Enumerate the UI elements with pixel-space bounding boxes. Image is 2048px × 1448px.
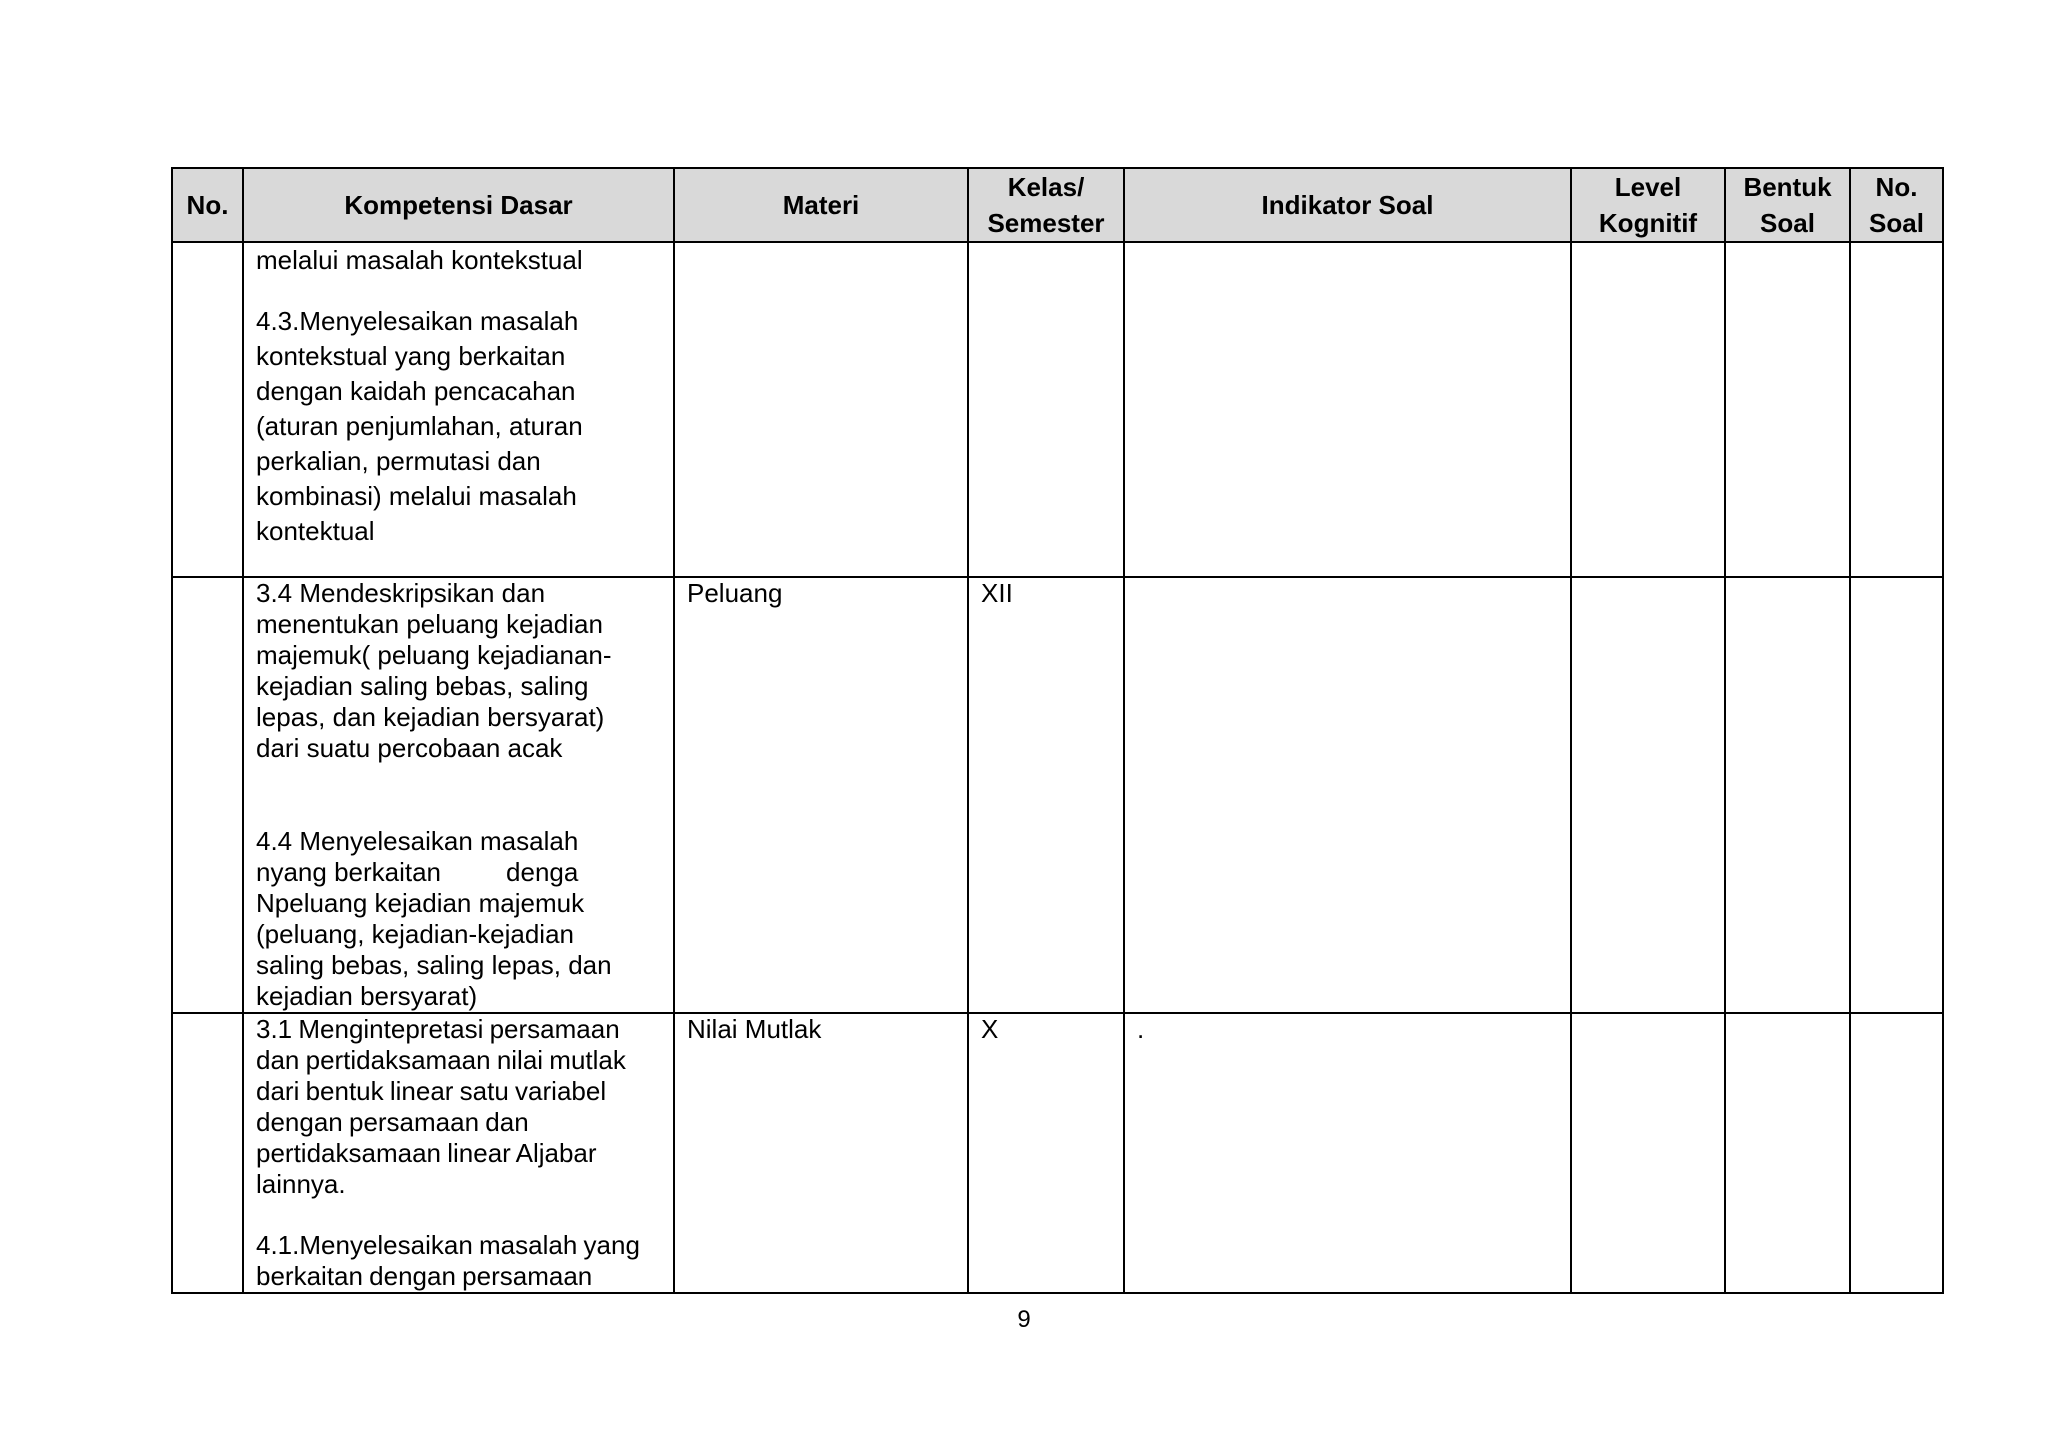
kd-line: 3.1 Mengintepretasi persamaan (256, 1014, 620, 1044)
kd-line: kejadian bersyarat) (256, 981, 478, 1011)
cell-no-soal (1850, 242, 1943, 577)
kd-line: 4.1.Menyelesaikan masalah yang (256, 1230, 640, 1260)
cell-no (172, 1013, 243, 1293)
cell-bentuk (1725, 242, 1850, 577)
kd-line: pertidaksamaan linear Aljabar (256, 1138, 597, 1168)
cell-no (172, 577, 243, 1013)
kd-line: kejadian saling bebas, saling (256, 671, 589, 701)
kd-line: dari suatu percobaan acak (256, 733, 563, 763)
cell-kompetensi-dasar (243, 577, 674, 1013)
cell-kompetensi-dasar (243, 242, 674, 577)
page-number: 9 (1017, 1306, 1031, 1333)
cell-bentuk (1725, 577, 1850, 1013)
cell-kelas: XII (968, 577, 1124, 1013)
table-row (172, 242, 1943, 577)
kd-line: dengan persamaan dan (256, 1107, 529, 1137)
kd-line: 4.4 Menyelesaikan masalah (256, 826, 579, 856)
kd-line: 3.4 Mendeskripsikan dan (256, 578, 546, 608)
table-row (172, 577, 1943, 1013)
cell-materi (674, 242, 968, 577)
kd-line: menentukan peluang kejadian (256, 609, 603, 639)
cell-kompetensi-dasar (243, 1013, 674, 1293)
kd-line: (peluang, kejadian-kejadian (256, 919, 575, 949)
kd-line: melalui masalah kontekstual (256, 245, 583, 275)
kd-line: saling bebas, saling lepas, dan (256, 950, 612, 980)
header-kompetensi-dasar: Kompetensi Dasar (243, 168, 674, 242)
kd-line: dan pertidaksamaan nilai mutlak (256, 1045, 626, 1075)
cell-indikator: . (1124, 1013, 1571, 1293)
header-row (172, 168, 1943, 242)
cell-level (1571, 1013, 1725, 1293)
kd-line: lainnya. (256, 1169, 346, 1199)
kd-line: kontekstual yang berkaitan (256, 341, 566, 371)
cell-no-soal (1850, 1013, 1943, 1293)
kd-line: kombinasi) melalui masalah (256, 481, 577, 511)
kd-line: kontektual (256, 516, 375, 546)
kisi-kisi-table (171, 167, 1944, 1294)
header-indikator-soal: Indikator Soal (1124, 168, 1571, 242)
header-no: No. (172, 168, 243, 242)
header-bentuk-soal: Bentuk Soal (1725, 168, 1850, 242)
cell-materi: Peluang (674, 577, 968, 1013)
kd-line: berkaitan dengan persamaan (256, 1261, 593, 1291)
cell-no (172, 242, 243, 577)
cell-materi: Nilai Mutlak (674, 1013, 968, 1293)
cell-level (1571, 577, 1725, 1013)
cell-indikator (1124, 577, 1571, 1013)
kd-line: majemuk( peluang kejadianan- (256, 640, 612, 670)
kd-line: lepas, dan kejadian bersyarat) (256, 702, 605, 732)
header-level-kognitif: Level Kognitif (1571, 168, 1725, 242)
kd-line: perkalian, permutasi dan (256, 446, 541, 476)
cell-kelas (968, 242, 1124, 577)
kd-line: (aturan penjumlahan, aturan (256, 411, 583, 441)
cell-bentuk (1725, 1013, 1850, 1293)
kd-line: nyang berkaitan denga (256, 857, 579, 887)
header-no-soal: No. Soal (1850, 168, 1943, 242)
cell-no-soal (1850, 577, 1943, 1013)
kd-line: dari bentuk linear satu variabel (256, 1076, 607, 1106)
cell-kelas: X (968, 1013, 1124, 1293)
header-kelas-semester: Kelas/ Semester (968, 168, 1124, 242)
kd-line: 4.3.Menyelesaikan masalah (256, 306, 579, 336)
cell-level (1571, 242, 1725, 577)
cell-indikator (1124, 242, 1571, 577)
kd-line: Npeluang kejadian majemuk (256, 888, 585, 918)
table-row (172, 1013, 1943, 1293)
kd-line: dengan kaidah pencacahan (256, 376, 576, 406)
header-materi: Materi (674, 168, 968, 242)
